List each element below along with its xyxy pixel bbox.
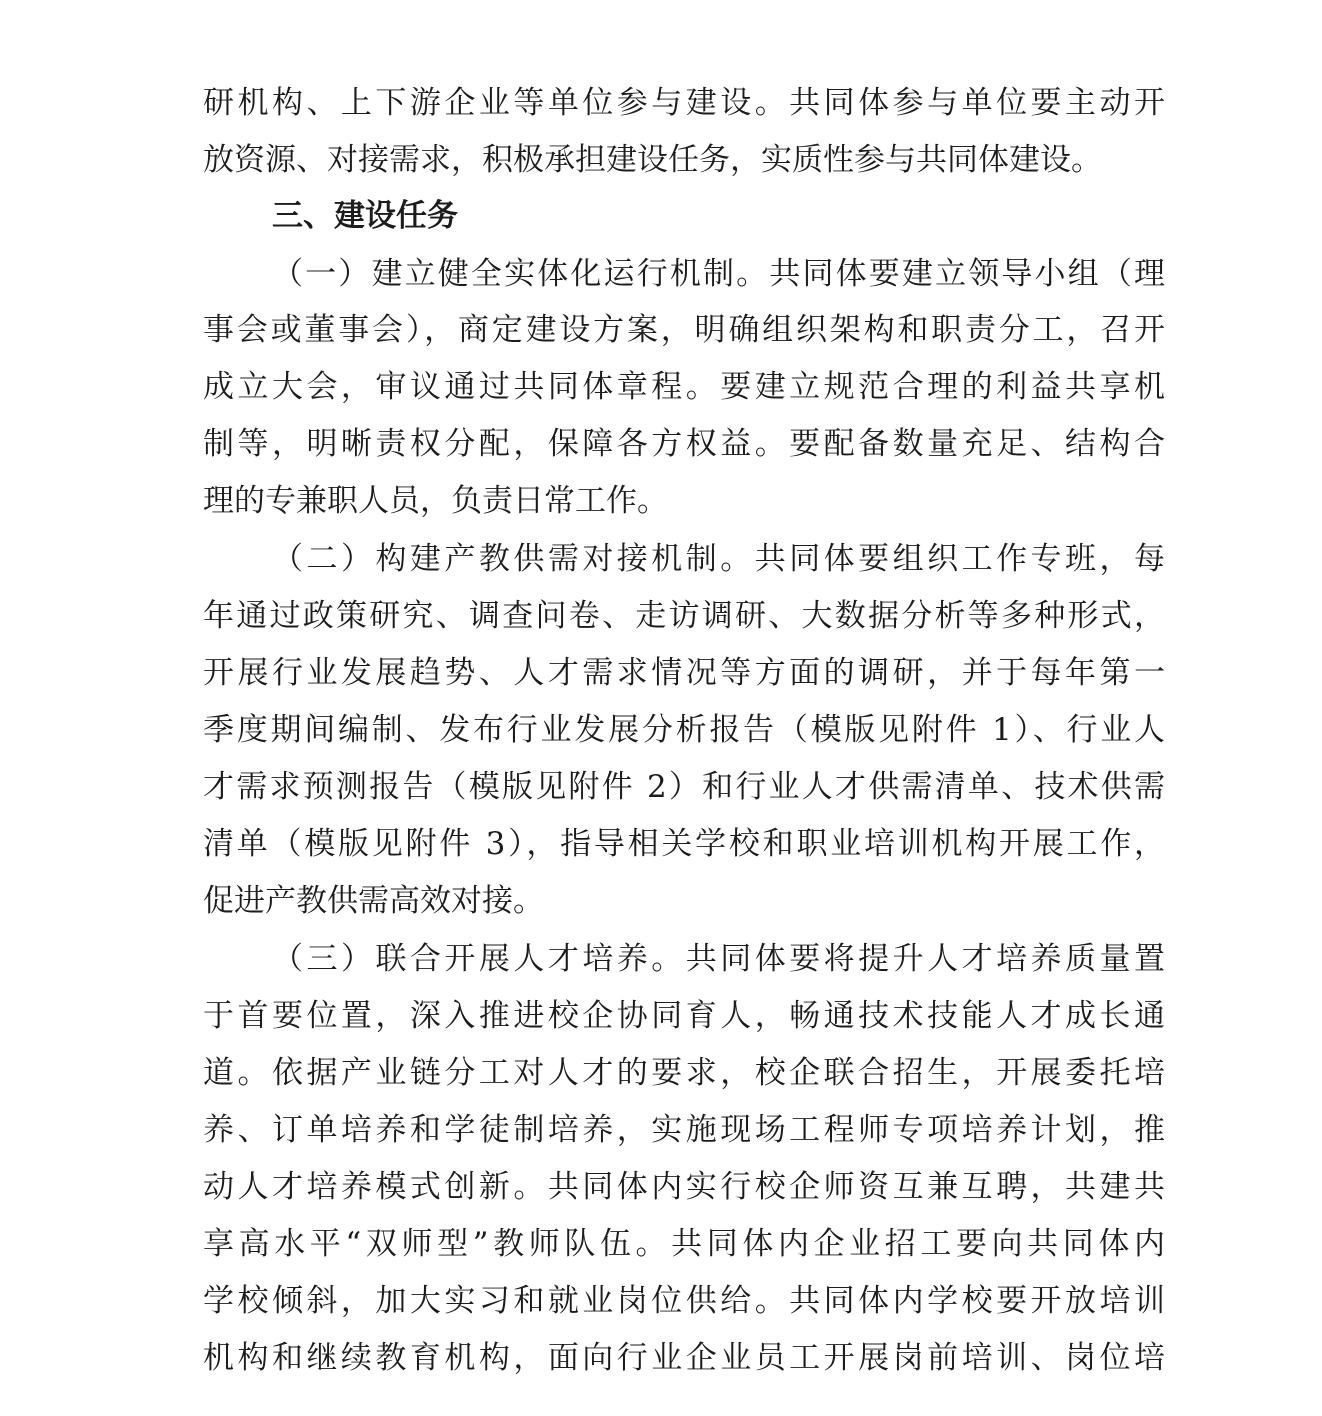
text-line: 成立大会，审议通过共同体章程。要建立规范合理的利益共享机 <box>203 369 1165 405</box>
text-line: 清单（模版见附件 3），指导相关学校和职业培训机构开展工作， <box>203 826 1165 862</box>
text-line: （三）联合开展人才培养。共同体要将提升人才培养质量置 <box>272 941 1165 977</box>
text-line: 机构和继续教育机构，面向行业企业员工开展岗前培训、岗位培 <box>203 1340 1165 1376</box>
text-line: 享高水平“双师型”教师队伍。共同体内企业招工要向共同体内 <box>203 1226 1165 1262</box>
text-line: 年通过政策研究、调查问卷、走访调研、大数据分析等多种形式， <box>203 598 1165 634</box>
section-heading: 三、建设任务 <box>272 198 458 234</box>
text-line: 道。依据产业链分工对人才的要求，校企联合招生，开展委托培 <box>203 1055 1165 1091</box>
text-line: （二）构建产教供需对接机制。共同体要组织工作专班，每 <box>272 541 1165 577</box>
text-line: 研机构、上下游企业等单位参与建设。共同体参与单位要主动开 <box>203 85 1165 121</box>
text-line: 才需求预测报告（模版见附件 2）和行业人才供需清单、技术供需 <box>203 769 1165 805</box>
text-line: 动人才培养模式创新。共同体内实行校企师资互兼互聘，共建共 <box>203 1169 1165 1205</box>
text-line: （一）建立健全实体化运行机制。共同体要建立领导小组（理 <box>272 256 1165 292</box>
text-line: 促进产教供需高效对接。 <box>203 883 544 919</box>
text-line: 于首要位置，深入推进校企协同育人，畅通技术技能人才成长通 <box>203 998 1165 1034</box>
text-line: 养、订单培养和学徒制培养，实施现场工程师专项培养计划，推 <box>203 1112 1165 1148</box>
text-line: 放资源、对接需求，积极承担建设任务，实质性参与共同体建设。 <box>203 142 1102 178</box>
text-line: 事会或董事会），商定建设方案，明确组织架构和职责分工，召开 <box>203 312 1165 348</box>
text-line: 季度期间编制、发布行业发展分析报告（模版见附件 1）、行业人 <box>203 712 1165 748</box>
text-line: 制等，明晰责权分配，保障各方权益。要配备数量充足、结构合 <box>203 426 1165 462</box>
text-line: 开展行业发展趋势、人才需求情况等方面的调研，并于每年第一 <box>203 655 1165 691</box>
text-line: 学校倾斜，加大实习和就业岗位供给。共同体内学校要开放培训 <box>203 1283 1165 1319</box>
text-line: 理的专兼职人员，负责日常工作。 <box>203 483 668 519</box>
